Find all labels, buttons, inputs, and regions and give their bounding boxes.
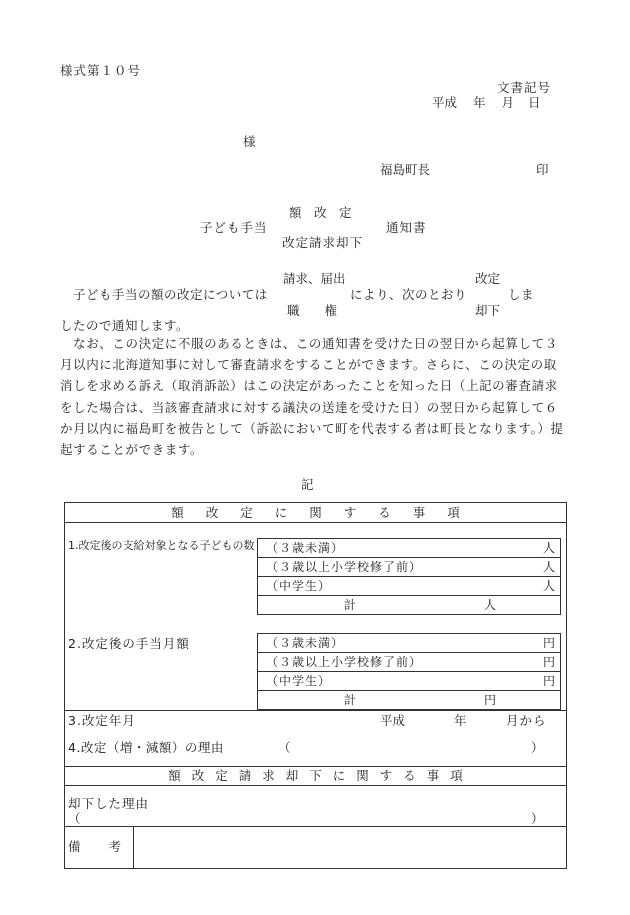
appeal-notice	[60, 333, 565, 460]
notice-main-text: 子ども手当の額の改定については	[73, 287, 268, 302]
row-unit: 人	[542, 541, 556, 555]
total-unit: 人	[484, 598, 498, 612]
title-option-rejection: 改定請求却下	[282, 235, 364, 250]
row-label: （中学生）	[266, 579, 332, 593]
row-unit: 人	[542, 579, 556, 593]
revision-month-from: 月から	[506, 713, 547, 728]
total-unit: 円	[484, 693, 498, 707]
total-label: 計	[344, 693, 358, 707]
ki-heading: 記	[301, 477, 314, 492]
document-number-label: 文書記号	[497, 80, 552, 95]
item3-label: 3.改定年月	[68, 713, 136, 728]
row-label: （３歳未満）	[266, 636, 345, 650]
item2-label: 2.改定後の手当月額	[68, 636, 190, 651]
row-under3	[258, 538, 560, 557]
remarks-label: 備 考	[68, 839, 123, 854]
item4-close-paren: ）	[531, 740, 544, 755]
item4-open-paren: （	[278, 740, 291, 755]
notice-mid-text: により、次のとおり	[350, 287, 468, 302]
date-era: 平成	[432, 95, 458, 110]
notice-option-request: 請求、届出	[283, 271, 346, 286]
recipient-suffix: 様	[243, 134, 256, 149]
title-suffix: 通知書	[386, 220, 427, 235]
children-count-box	[257, 538, 561, 615]
row-unit: 円	[542, 655, 556, 669]
row-label: （３歳以上小学校修了前）	[266, 655, 423, 669]
notice-end-text: しま	[508, 287, 535, 302]
notice-option-change: 改定	[475, 271, 501, 286]
title-option-amount-change: 額 改 定	[289, 205, 352, 220]
reject-reason-label: 却下した理由	[68, 796, 150, 811]
row-junior-high	[258, 671, 560, 690]
notice-closing: したので通知します。	[60, 318, 190, 333]
row-unit: 円	[542, 674, 556, 688]
row-label: （３歳未満）	[266, 541, 345, 555]
date-day: 日	[528, 95, 541, 110]
row-3-to-elementary	[258, 652, 560, 671]
row-under3	[258, 633, 560, 652]
date-year: 年	[473, 95, 486, 110]
section-amount-change-header: 額改定に関する事項	[171, 505, 482, 520]
row-label: （３歳以上小学校修了前）	[266, 560, 423, 574]
revision-year: 年	[454, 713, 467, 728]
details-table	[64, 502, 567, 869]
reject-open-paren: （	[68, 811, 81, 826]
reject-close-paren: ）	[531, 811, 544, 826]
row-total	[258, 595, 560, 614]
sender-name: 福島町長	[380, 162, 431, 177]
section-rejection-header: 額改定請求却下に関する事項	[168, 768, 474, 783]
item4-label: 4.改定（増・減額）の理由	[68, 740, 224, 755]
row-unit: 円	[542, 636, 556, 650]
total-label: 計	[344, 598, 358, 612]
notice-option-rejected: 却下	[475, 303, 501, 318]
row-label: （中学生）	[266, 674, 332, 688]
form-number: 様式第１０号	[60, 63, 142, 78]
monthly-amount-box	[257, 633, 561, 710]
issue-date	[432, 95, 541, 110]
row-junior-high	[258, 576, 560, 595]
date-month: 月	[501, 95, 515, 110]
notice-option-ex-officio: 職 権	[287, 303, 338, 318]
appeal-paragraph: なお、この決定に不服のあるときは、この通知書を受けた日の翌日から起算して３月以内に北海道知事に対して審査請求をすることができます。さらに、この決定の取消しを求める訴え（取消訴訟）はこの決定があったことを知った日（上記の審査請求をした場合は、当該審査請求に対する議決の送達を受けた日）の翌日から起算して６か月以内に福島町を被告として（訴訟において町を代表する者は町長となります。）提起することができます。	[60, 336, 564, 458]
title-prefix: 子ども手当	[200, 220, 268, 235]
row-3-to-elementary	[258, 557, 560, 576]
item1-label: 1.改定後の支給対象となる子どもの数	[68, 539, 255, 552]
remarks-field[interactable]	[135, 828, 560, 866]
seal-mark: 印	[536, 162, 549, 177]
row-unit: 人	[542, 560, 556, 574]
row-total	[258, 690, 560, 709]
revision-era: 平成	[380, 713, 406, 728]
